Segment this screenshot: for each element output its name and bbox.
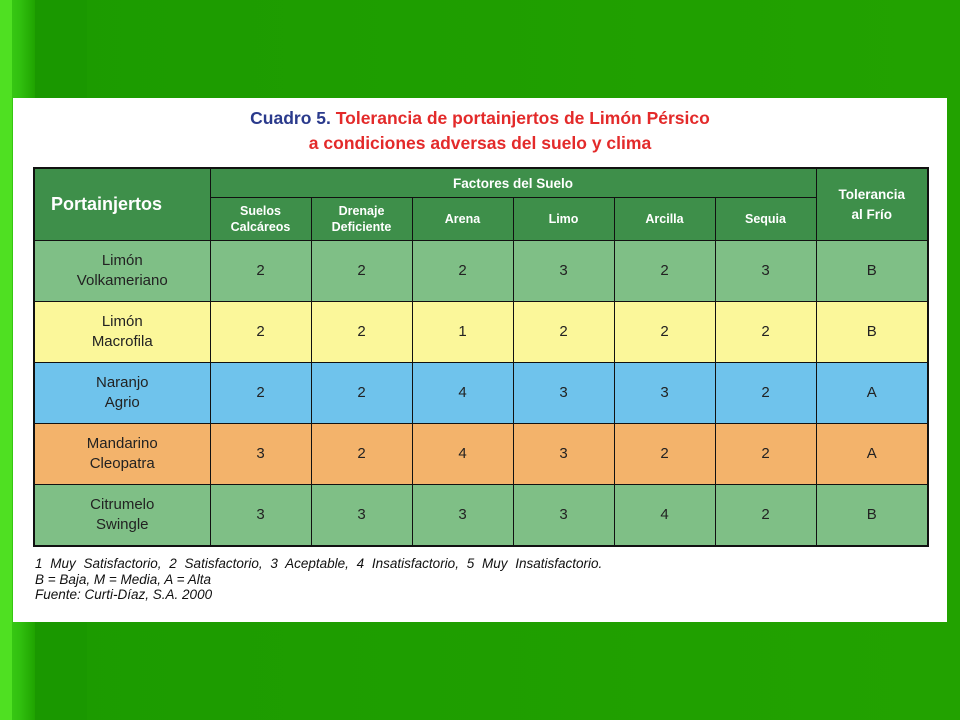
name-line: Swingle bbox=[95, 515, 149, 533]
value-cell: 3 bbox=[513, 362, 614, 423]
table-row bbox=[34, 241, 928, 302]
name-line: Limón bbox=[101, 312, 143, 330]
name-line: Cleopatra bbox=[89, 454, 155, 472]
table-row bbox=[34, 423, 928, 484]
rootstock-name bbox=[34, 362, 210, 423]
name-line: Mandarino bbox=[86, 434, 158, 452]
rootstock-name bbox=[34, 241, 210, 302]
header-text: Calcáreos bbox=[230, 220, 291, 234]
value-cell: 2 bbox=[210, 241, 311, 302]
header-tolerancia bbox=[816, 168, 928, 241]
tolerance-cell: B bbox=[816, 241, 928, 302]
value-cell: 2 bbox=[210, 362, 311, 423]
value-cell: 2 bbox=[715, 423, 816, 484]
header-suelos-calcareos bbox=[210, 198, 311, 241]
table-row bbox=[34, 301, 928, 362]
value-cell: 2 bbox=[715, 484, 816, 546]
header-text: Suelos bbox=[240, 204, 281, 218]
value-cell: 2 bbox=[412, 241, 513, 302]
header-drenaje-deficiente bbox=[311, 198, 412, 241]
value-cell: 2 bbox=[210, 301, 311, 362]
tolerance-legend: B = Baja, M = Media, A = Alta bbox=[35, 571, 211, 587]
tolerance-cell: A bbox=[816, 362, 928, 423]
name-line: Volkameriano bbox=[76, 271, 168, 289]
header-sequia: Sequia bbox=[715, 198, 816, 241]
rootstock-name bbox=[34, 301, 210, 362]
header-arcilla: Arcilla bbox=[614, 198, 715, 241]
value-cell: 2 bbox=[311, 423, 412, 484]
header-tolerancia-line2: al Frío bbox=[851, 206, 893, 222]
value-cell: 2 bbox=[311, 301, 412, 362]
value-cell: 3 bbox=[513, 423, 614, 484]
value-cell: 1 bbox=[412, 301, 513, 362]
title-line1: Tolerancia de portainjertos de Limón Pérsico bbox=[335, 108, 710, 128]
name-line: Naranjo bbox=[95, 373, 149, 391]
value-cell: 3 bbox=[513, 241, 614, 302]
header-factores-suelo: Factores del Suelo bbox=[210, 168, 816, 198]
value-cell: 3 bbox=[210, 484, 311, 546]
value-cell: 2 bbox=[513, 301, 614, 362]
value-cell: 3 bbox=[715, 241, 816, 302]
value-cell: 2 bbox=[311, 241, 412, 302]
table-title bbox=[13, 106, 947, 156]
value-cell: 3 bbox=[311, 484, 412, 546]
table-row bbox=[34, 484, 928, 546]
rating-legend: 1 Muy Satisfactorio, 2 Satisfactorio, 3 Aceptable, 4 Insatisfactorio, 5 Muy Insatisfactorio. bbox=[35, 556, 603, 571]
name-line: Macrofila bbox=[91, 332, 153, 350]
value-cell: 3 bbox=[210, 423, 311, 484]
value-cell: 2 bbox=[311, 362, 412, 423]
value-cell: 2 bbox=[614, 241, 715, 302]
name-line: Agrio bbox=[104, 393, 140, 411]
header-arena: Arena bbox=[412, 198, 513, 241]
value-cell: 4 bbox=[412, 362, 513, 423]
header-portainjertos: Portainjertos bbox=[34, 168, 210, 241]
header-tolerancia-line1: Tolerancia bbox=[838, 186, 906, 202]
value-cell: 2 bbox=[715, 301, 816, 362]
value-cell: 2 bbox=[614, 301, 715, 362]
tolerance-cell: B bbox=[816, 484, 928, 546]
title-line2: a condiciones adversas del suelo y clima bbox=[308, 133, 652, 153]
value-cell: 4 bbox=[614, 484, 715, 546]
header-text: Deficiente bbox=[331, 220, 392, 234]
value-cell: 2 bbox=[614, 423, 715, 484]
rootstock-table bbox=[33, 167, 929, 547]
tolerance-cell: A bbox=[816, 423, 928, 484]
value-cell: 3 bbox=[513, 484, 614, 546]
source-note: Fuente: Curti-Díaz, S.A. 2000 bbox=[35, 587, 213, 602]
value-cell: 2 bbox=[715, 362, 816, 423]
table-row bbox=[34, 362, 928, 423]
header-limo: Limo bbox=[513, 198, 614, 241]
background-stripe bbox=[0, 0, 12, 720]
value-cell: 3 bbox=[412, 484, 513, 546]
header-text: Drenaje bbox=[338, 204, 385, 218]
tolerance-cell: B bbox=[816, 301, 928, 362]
title-lead: Cuadro 5. bbox=[250, 108, 331, 128]
name-line: Limón bbox=[101, 251, 143, 269]
value-cell: 4 bbox=[412, 423, 513, 484]
rootstock-name bbox=[34, 484, 210, 546]
name-line: Citrumelo bbox=[90, 495, 155, 513]
value-cell: 3 bbox=[614, 362, 715, 423]
slide-content bbox=[13, 98, 947, 622]
table-notes bbox=[35, 556, 935, 603]
rootstock-name bbox=[34, 423, 210, 484]
